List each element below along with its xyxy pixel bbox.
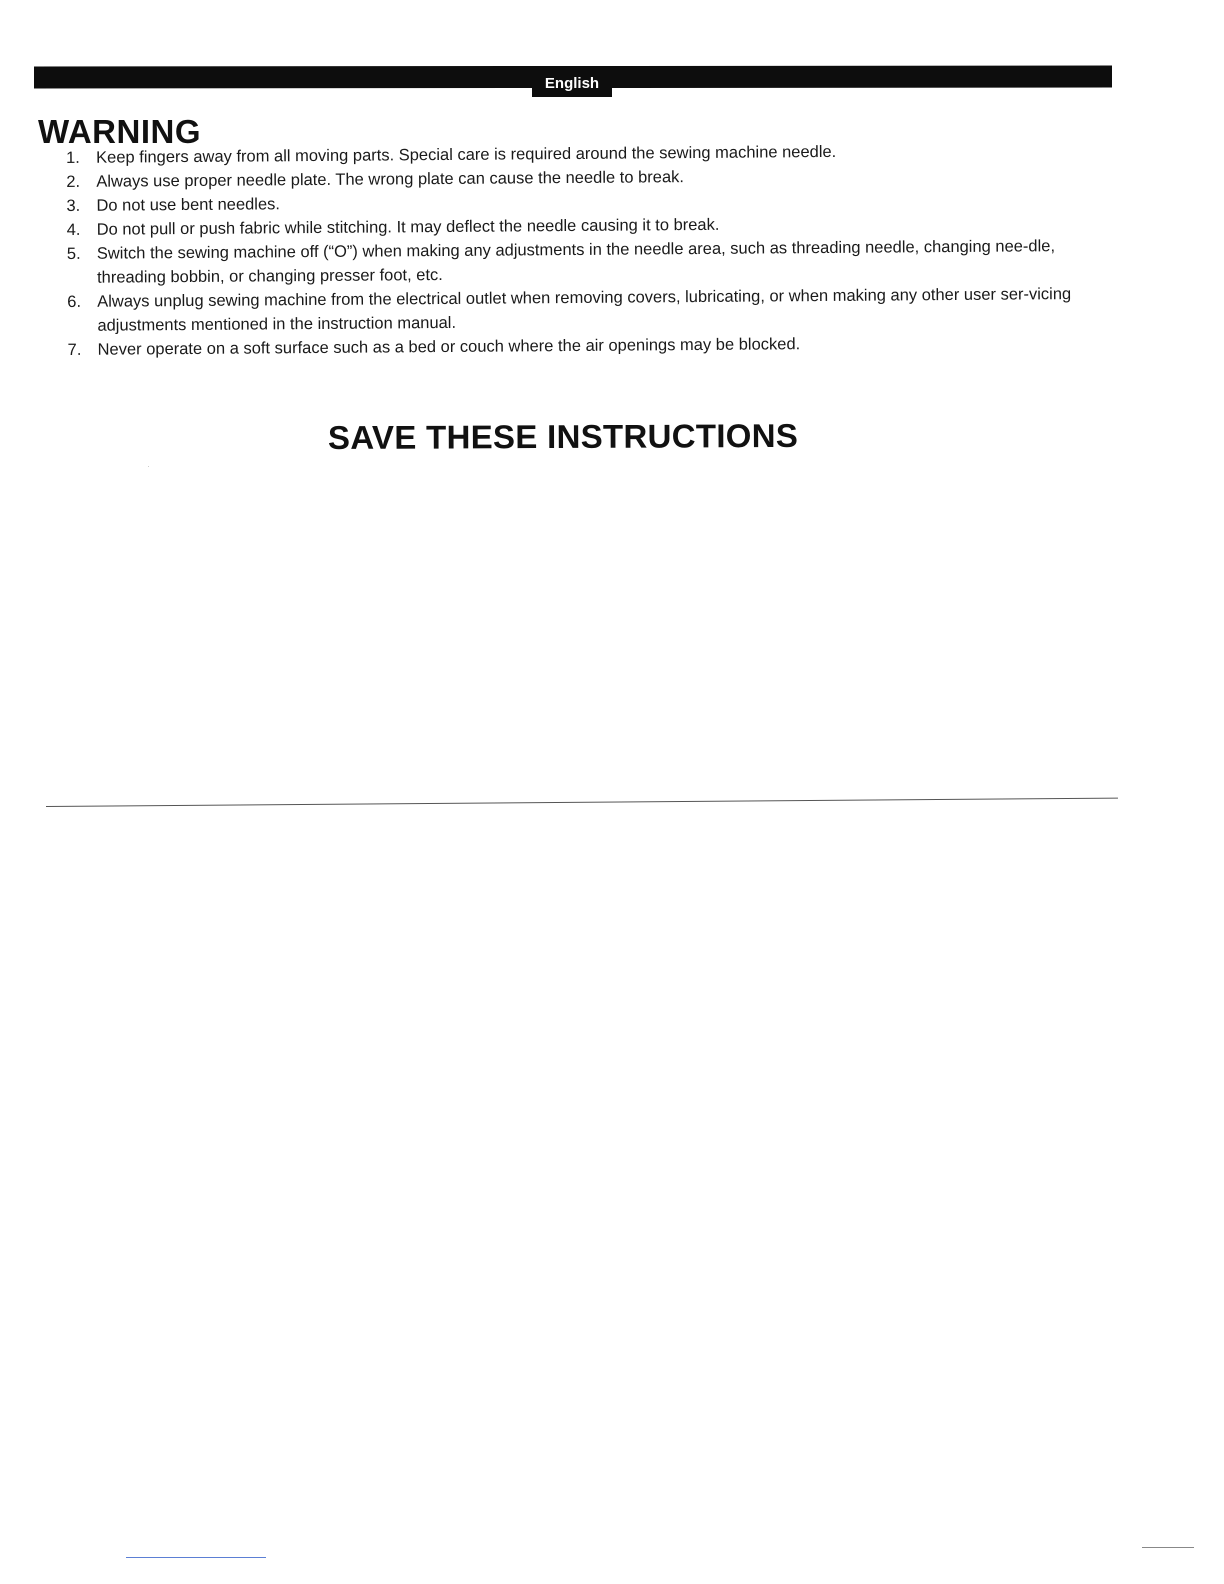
item-number: 5.: [66, 244, 81, 263]
item-number: 6.: [67, 292, 82, 311]
item-text: Always use proper needle plate. The wrong plate can cause the needle to break.: [96, 168, 685, 191]
warning-title: WARNING: [38, 113, 201, 150]
item-number: 2.: [66, 172, 81, 191]
warning-item: [61, 282, 1121, 338]
item-text: Keep fingers away from all moving parts. Special care is required around the sewing machine needle.: [96, 142, 837, 167]
item-text: Always unplug sewing machine from the electrical outlet when removing covers, lubricating, or when making any other user ser-vicing adjustments mentioned in the instruction manual.: [97, 285, 1072, 335]
item-number: 4.: [66, 220, 81, 239]
warning-item: [61, 234, 1121, 290]
footer-corner-line: [1142, 1547, 1194, 1548]
warning-list: [60, 138, 1122, 362]
language-label: English: [532, 73, 612, 97]
item-text: Never operate on a soft surface such as a bed or couch where the air openings may be blocked.: [97, 335, 801, 359]
save-instructions-title: SAVE THESE INSTRUCTIONS: [327, 416, 799, 456]
item-number: 7.: [67, 340, 82, 359]
item-number: 1.: [66, 148, 80, 167]
section-divider: [46, 798, 1118, 807]
item-text: Do not pull or push fabric while stitching. It may deflect the needle causing it to break.: [96, 215, 720, 239]
item-text: Do not use bent needles.: [96, 195, 281, 215]
item-text: Switch the sewing machine off (“O”) when making any adjustments in the needle area, such as threading needle, changing nee-dle, threading bobbin, or changing presser foot, etc.: [96, 237, 1056, 287]
item-number: 3.: [66, 196, 81, 215]
scan-speck: [148, 466, 149, 467]
footer-underline: [126, 1557, 266, 1558]
